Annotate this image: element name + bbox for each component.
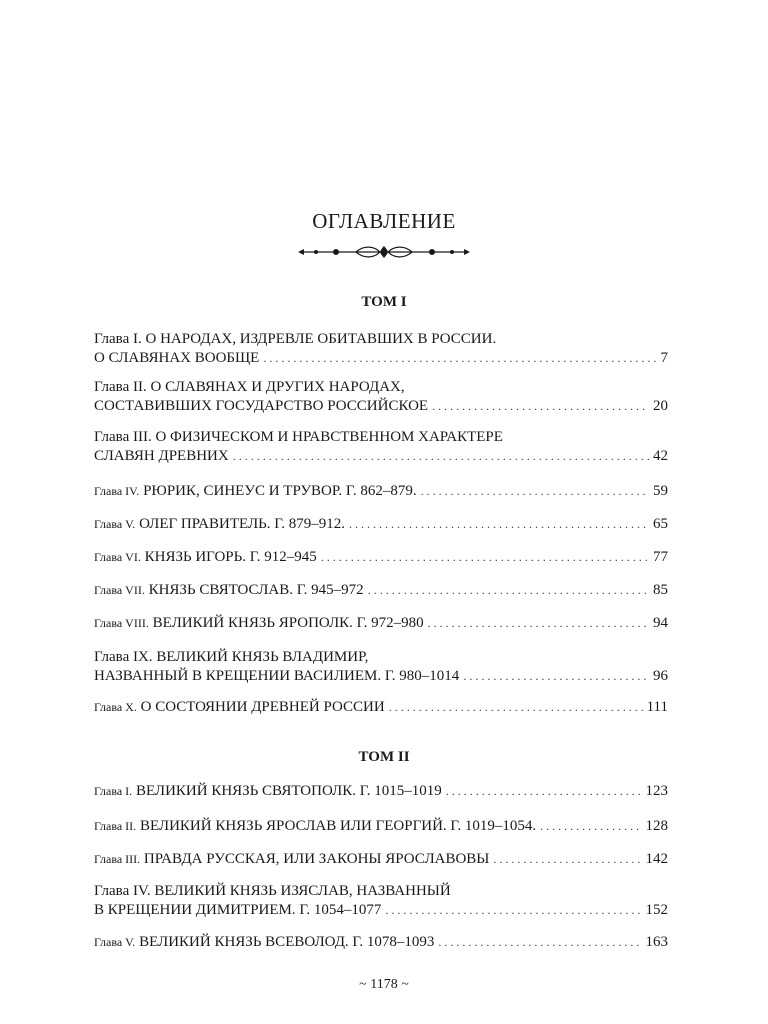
chapter-number: Глава IX. <box>94 649 153 665</box>
chapter-number: Глава X. <box>94 700 137 714</box>
page-number: 163 <box>645 934 668 950</box>
dot-leader <box>463 667 649 686</box>
dot-leader <box>233 447 649 466</box>
chapter-title-line1: О ФИЗИЧЕСКОМ И НРАВСТВЕННОМ ХАРАКТЕРЕ <box>155 429 503 445</box>
dot-leader <box>389 698 643 717</box>
chapter-title-line1: О НАРОДАХ, ИЗДРЕВЛЕ ОБИТАВШИХ В РОССИИ. <box>145 331 497 347</box>
page-number: 77 <box>653 549 668 565</box>
chapter-number: Глава III. <box>94 429 152 445</box>
toc-entry <box>94 782 668 801</box>
dot-leader <box>446 782 642 801</box>
toc-entry <box>94 378 668 416</box>
chapter-title-line2: В КРЕЩЕНИИ ДИМИТРИЕМ. Г. 1054–1077 <box>94 902 382 918</box>
dot-leader <box>263 349 656 368</box>
page-number: 111 <box>646 699 668 715</box>
chapter-title-line2: НАЗВАННЫЙ В КРЕЩЕНИИ ВАСИЛИЕМ. Г. 980–1014 <box>94 668 460 684</box>
chapter-title-line1: ВЕЛИКИЙ КНЯЗЬ ИЗЯСЛАВ, НАЗВАННЫЙ <box>154 883 451 899</box>
chapter-title: РЮРИК, СИНЕУС И ТРУВОР. Г. 862–879. <box>143 483 417 499</box>
page-number: 7 <box>660 350 668 366</box>
page-number: 123 <box>645 783 668 799</box>
page-number: 128 <box>645 818 668 834</box>
chapter-number: Глава II. <box>94 819 137 833</box>
dot-leader <box>385 901 641 920</box>
dot-leader <box>432 397 649 416</box>
toc-entry <box>94 882 668 920</box>
chapter-title: ВЕЛИКИЙ КНЯЗЬ ВСЕВОЛОД. Г. 1078–1093 <box>139 934 435 950</box>
chapter-title-line2: СОСТАВИВШИХ ГОСУДАРСТВО РОССИЙСКОЕ <box>94 398 429 414</box>
dot-leader <box>540 817 641 836</box>
page-number: 59 <box>653 483 668 499</box>
toc-entry <box>94 614 668 633</box>
chapter-title: КНЯЗЬ СВЯТОСЛАВ. Г. 945–972 <box>148 582 364 598</box>
page-number: 65 <box>653 516 668 532</box>
chapter-number: Глава I. <box>94 331 142 347</box>
dot-leader <box>321 548 649 567</box>
chapter-number: Глава VI. <box>94 550 141 564</box>
page-number: 94 <box>653 615 668 631</box>
chapter-number: Глава IV. <box>94 883 151 899</box>
chapter-title: О СОСТОЯНИИ ДРЕВНЕЙ РОССИИ <box>140 699 385 715</box>
page-number: 20 <box>653 398 668 414</box>
page-number: 152 <box>645 902 668 918</box>
volume-1-heading: ТОМ I <box>361 294 407 310</box>
chapter-title-line2: О СЛАВЯНАХ ВООБЩЕ <box>94 350 260 366</box>
toc-entry <box>94 648 668 686</box>
chapter-title: ПРАВДА РУССКАЯ, ИЛИ ЗАКОНЫ ЯРОСЛАВОВЫ <box>143 851 490 867</box>
toc-entry <box>94 548 668 567</box>
toc-entry <box>94 581 668 600</box>
page-number: 96 <box>653 668 668 684</box>
page-title: ОГЛАВЛЕНИЕ <box>312 209 456 233</box>
toc-entry <box>94 428 668 466</box>
dot-leader <box>421 482 649 501</box>
chapter-number: Глава III. <box>94 852 141 866</box>
chapter-number: Глава II. <box>94 379 147 395</box>
chapter-number: Глава IV. <box>94 484 140 498</box>
toc-entry <box>94 482 668 501</box>
chapter-number: Глава VIII. <box>94 616 149 630</box>
chapter-number: Глава V. <box>94 517 136 531</box>
volume-2-heading: ТОМ II <box>358 749 410 765</box>
page-folio: ~ 1178 ~ <box>359 977 409 992</box>
chapter-title-line2: СЛАВЯН ДРЕВНИХ <box>94 448 229 464</box>
ornament-divider <box>296 244 472 260</box>
chapter-title: КНЯЗЬ ИГОРЬ. Г. 912–945 <box>144 549 317 565</box>
chapter-number: Глава V. <box>94 935 136 949</box>
chapter-title: ВЕЛИКИЙ КНЯЗЬ СВЯТОПОЛК. Г. 1015–1019 <box>135 783 442 799</box>
chapter-title: ОЛЕГ ПРАВИТЕЛЬ. Г. 879–912. <box>139 516 345 532</box>
dot-leader <box>438 933 641 952</box>
dot-leader <box>428 614 649 633</box>
toc-entry <box>94 515 668 534</box>
dot-leader <box>368 581 649 600</box>
chapter-title: ВЕЛИКИЙ КНЯЗЬ ЯРОПОЛК. Г. 972–980 <box>152 615 424 631</box>
toc-entry <box>94 330 668 368</box>
page-number: 85 <box>653 582 668 598</box>
chapter-title-line1: ВЕЛИКИЙ КНЯЗЬ ВЛАДИМИР, <box>156 649 369 665</box>
chapter-number: Глава I. <box>94 784 133 798</box>
page-number: 142 <box>645 851 668 867</box>
toc-entry <box>94 698 668 717</box>
chapter-title-line1: О СЛАВЯНАХ И ДРУГИХ НАРОДАХ, <box>150 379 405 395</box>
dot-leader <box>493 850 641 869</box>
chapter-number: Глава VII. <box>94 583 145 597</box>
dot-leader <box>349 515 649 534</box>
toc-entry <box>94 933 668 952</box>
toc-entry <box>94 817 668 836</box>
toc-entry <box>94 850 668 869</box>
chapter-title: ВЕЛИКИЙ КНЯЗЬ ЯРОСЛАВ ИЛИ ГЕОРГИЙ. Г. 1019–1054. <box>139 818 537 834</box>
page-number: 42 <box>653 448 668 464</box>
